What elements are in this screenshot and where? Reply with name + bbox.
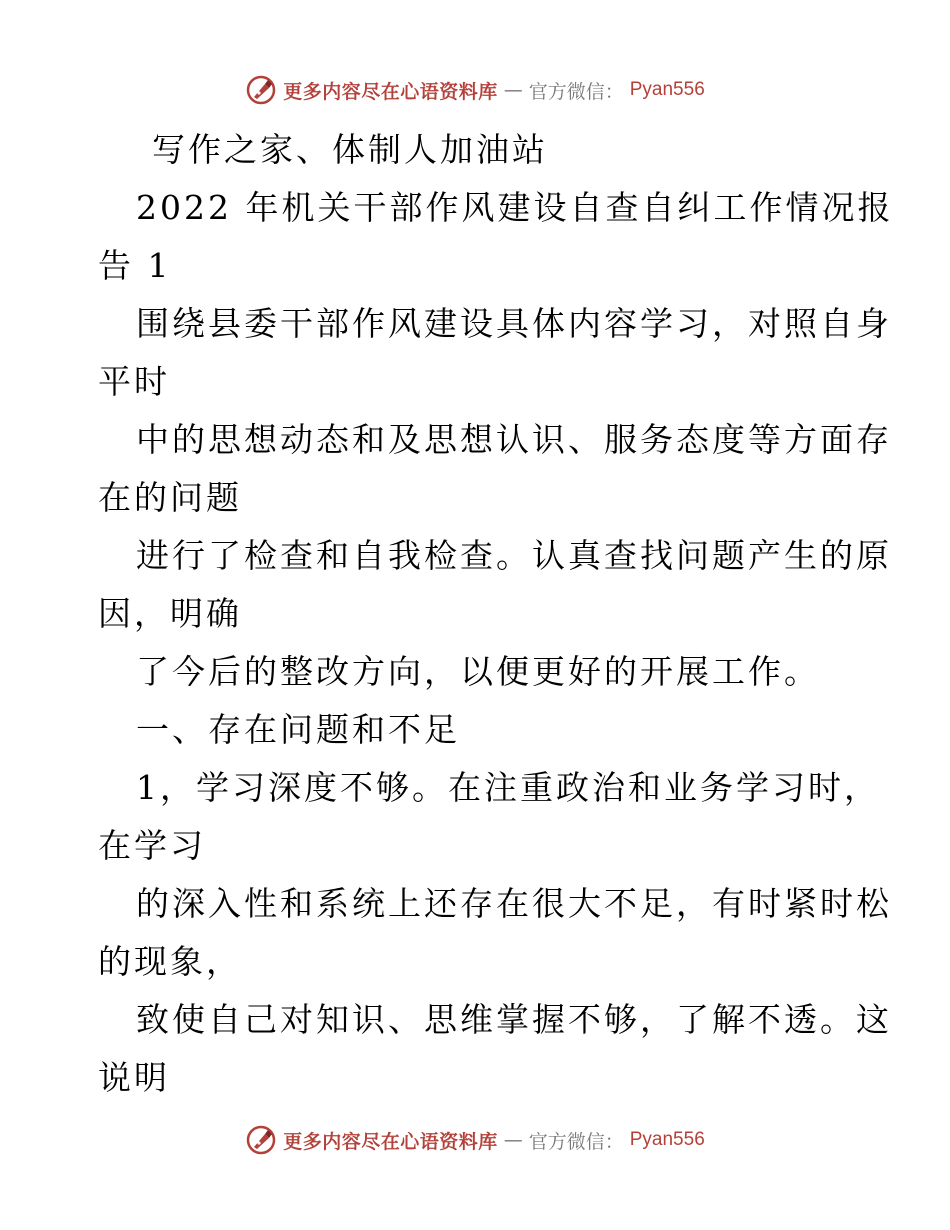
watermark-separator: —	[503, 79, 523, 101]
paragraph-line: 平时	[98, 362, 170, 401]
watermark-separator: —	[503, 1129, 523, 1151]
paragraph-line: 围绕县委干部作风建设具体内容学习，对照自身	[136, 304, 892, 343]
document-title-line: 告 1	[98, 246, 172, 285]
paragraph-line: 的现象，	[98, 942, 242, 981]
watermark-site-text: 更多内容尽在心语资料库	[283, 80, 498, 103]
paragraph-line: 说明	[98, 1058, 170, 1097]
paragraph-line: 的深入性和系统上还存在很大不足，有时紧时松	[136, 884, 892, 923]
paragraph-line: 1，学习深度不够。在注重政治和业务学习时，	[136, 768, 880, 807]
paragraph-line: 中的思想动态和及思想认识、服务态度等方面存	[136, 420, 892, 459]
document-title-line: 2022 年机关干部作风建设自查自纠工作情况报	[136, 188, 894, 227]
section-heading: 一、存在问题和不足	[136, 710, 460, 749]
watermark-wechat-label: 官方微信：	[528, 80, 624, 103]
paragraph-line: 在学习	[98, 826, 206, 865]
pen-nib-logo-icon	[245, 74, 277, 106]
watermark-banner-top	[0, 70, 950, 110]
header-line: 写作之家、体制人加油站	[152, 130, 548, 169]
paragraph-line: 了今后的整改方向，以便更好的开展工作。	[136, 652, 820, 691]
watermark-site-text: 更多内容尽在心语资料库	[283, 1130, 498, 1153]
paragraph-line: 在的问题	[98, 478, 242, 517]
paragraph-line: 致使自己对知识、思维掌握不够，了解不透。这	[136, 1000, 892, 1039]
watermark-wechat-id: Pyan556	[629, 79, 705, 100]
pen-nib-logo-icon	[245, 1124, 277, 1156]
watermark-wechat-id: Pyan556	[629, 1129, 705, 1150]
paragraph-line: 进行了检查和自我检查。认真查找问题产生的原	[136, 536, 892, 575]
watermark-banner-bottom	[0, 1120, 950, 1160]
watermark-wechat-label: 官方微信：	[528, 1130, 624, 1153]
paragraph-line: 因，明确	[98, 594, 242, 633]
